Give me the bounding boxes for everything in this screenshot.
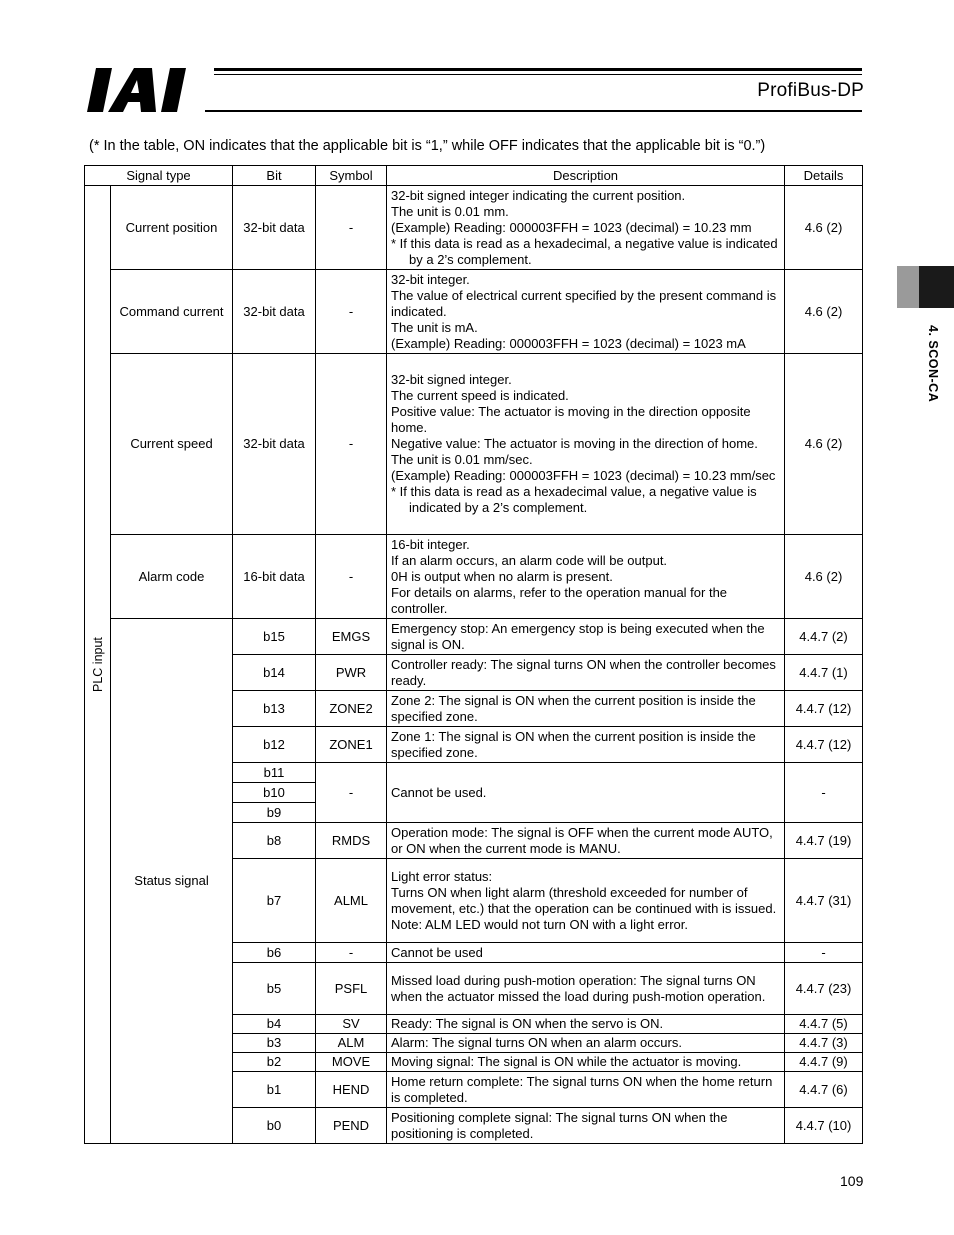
description: Operation mode: The signal is OFF when the current mode AUTO, or ON when the current mode is MANU. [387,823,785,859]
description-line: 32-bit integer. [391,271,470,287]
table-row [85,619,863,655]
details: 4.6 (2) [785,535,863,619]
symbol: ZONE2 [316,691,387,727]
description-footnote: * If this data is read as a hexadecimal value, a negative value is indicated by a 2’s complement. [391,484,757,515]
signal-type: Alarm code [111,535,233,619]
description-footnote: * If this data is read as a hexadecimal, a negative value is indicated by a 2’s complement. [391,235,778,267]
description-line: The value of electrical current specified by the present command is indicated. [391,287,777,319]
description-line: Negative value: The actuator is moving in the direction of home. [391,436,758,451]
bit: b2 [233,1053,316,1072]
header-rule-bottom [205,110,862,112]
status-signal-label: Status signal [111,619,233,1144]
description-line: 0H is output when no alarm is present. [391,568,613,584]
details: - [785,943,863,963]
details: 4.4.7 (23) [785,963,863,1015]
description: Emergency stop: An emergency stop is being executed when the signal is ON. [387,619,785,655]
iai-logo [86,66,206,114]
description: Zone 1: The signal is ON when the current position is inside the specified zone. [387,727,785,763]
bit: b4 [233,1015,316,1034]
symbol: - [316,354,387,535]
details: 4.4.7 (9) [785,1053,863,1072]
details: 4.6 (2) [785,186,863,270]
symbol: HEND [316,1072,387,1108]
details: 4.4.7 (12) [785,727,863,763]
description [387,535,785,619]
description: Positioning complete signal: The signal turns ON when the positioning is completed. [387,1108,785,1144]
details: 4.4.7 (1) [785,655,863,691]
header-signal-type: Signal type [85,166,233,186]
description-line: (Example) Reading: 000003FFH = 1023 (decimal) = 10.23 mm [391,219,752,235]
symbol: MOVE [316,1053,387,1072]
details: 4.4.7 (19) [785,823,863,859]
description: Zone 2: The signal is ON when the current position is inside the specified zone. [387,691,785,727]
description: Ready: The signal is ON when the servo is ON. [387,1015,785,1034]
details: 4.4.7 (6) [785,1072,863,1108]
table-row [85,186,863,270]
bit: b11 [233,763,316,783]
description-line: Note: ALM LED would not turn ON with a light error. [391,916,688,932]
description-line: (Example) Reading: 000003FFH = 1023 (decimal) = 10.23 mm/sec [391,468,776,483]
description-line: Light error status: [391,868,493,884]
symbol: - [316,270,387,354]
description-line: Turns ON when light alarm (threshold exceeded for number of movement, etc.) that the operation can be continued with is issued. [391,884,777,916]
header-symbol: Symbol [316,166,387,186]
description-line: (Example) Reading: 000003FFH = 1023 (decimal) = 1023 mA [391,335,746,351]
bit: b1 [233,1072,316,1108]
bit: b3 [233,1034,316,1053]
description [387,859,785,943]
bit: b0 [233,1108,316,1144]
description: Cannot be used. [387,763,785,823]
product-name: ProfiBus-DP [757,80,864,101]
description-line: Positive value: The actuator is moving in the direction opposite home. [391,404,751,435]
bit: b14 [233,655,316,691]
bit: b8 [233,823,316,859]
bit: b6 [233,943,316,963]
bit: b13 [233,691,316,727]
symbol: PSFL [316,963,387,1015]
table-row [85,354,863,535]
bit: 32-bit data [233,270,316,354]
details: - [785,763,863,823]
description-line: For details on alarms, refer to the operation manual for the controller. [391,584,728,616]
table-note: (* In the table, ON indicates that the applicable bit is “1,” while OFF indicates that the applicable bit is “0.”) [89,138,766,154]
description: Missed load during push-motion operation: The signal turns ON when the actuator missed the load during push-motion operation. [387,963,785,1015]
symbol: RMDS [316,823,387,859]
description: Controller ready: The signal turns ON when the controller becomes ready. [387,655,785,691]
bit: b9 [233,803,316,823]
symbol: ALM [316,1034,387,1053]
symbol: - [316,186,387,270]
chapter-label: 4. SCON-CA [926,325,940,403]
symbol: PEND [316,1108,387,1144]
description: Home return complete: The signal turns ON when the home return is completed. [387,1072,785,1108]
page-number: 109 [840,1173,864,1189]
details: 4.6 (2) [785,354,863,535]
symbol: - [316,535,387,619]
description-line: 16-bit integer. [391,536,470,552]
symbol: ALML [316,859,387,943]
description: Moving signal: The signal is ON while the actuator is moving. [387,1053,785,1072]
group-label: PLC input [85,186,111,1144]
bit: b5 [233,963,316,1015]
bit: 16-bit data [233,535,316,619]
bit: 32-bit data [233,186,316,270]
description-line: The unit is 0.01 mm/sec. [391,452,533,467]
symbol: PWR [316,655,387,691]
description: Alarm: The signal turns ON when an alarm occurs. [387,1034,785,1053]
bit: b12 [233,727,316,763]
description-line: The unit is 0.01 mm. [391,203,509,219]
bit: b7 [233,859,316,943]
header-details: Details [785,166,863,186]
details: 4.4.7 (10) [785,1108,863,1144]
table-row [85,270,863,354]
description [387,270,785,354]
details: 4.4.7 (5) [785,1015,863,1034]
signal-type: Command current [111,270,233,354]
details: 4.6 (2) [785,270,863,354]
signal-type: Current speed [111,354,233,535]
description [387,186,785,270]
signal-type: Current position [111,186,233,270]
symbol: - [316,763,387,823]
details: 4.4.7 (2) [785,619,863,655]
details: 4.4.7 (31) [785,859,863,943]
chapter-tab-gray [897,266,919,308]
description-line: The unit is mA. [391,319,478,335]
details: 4.4.7 (12) [785,691,863,727]
description: Cannot be used [387,943,785,963]
symbol: ZONE1 [316,727,387,763]
description-line: 32-bit signed integer indicating the current position. [391,187,686,203]
table-row [85,535,863,619]
symbol: EMGS [316,619,387,655]
description-line: If an alarm occurs, an alarm code will be output. [391,552,668,568]
header-rule-thin [214,74,862,75]
symbol: - [316,943,387,963]
description [387,354,785,535]
bit: 32-bit data [233,354,316,535]
signal-table [84,165,863,1144]
bit: b10 [233,783,316,803]
details: 4.4.7 (3) [785,1034,863,1053]
symbol: SV [316,1015,387,1034]
description-line: The current speed is indicated. [391,388,569,403]
bit: b15 [233,619,316,655]
header-rule-top [214,68,862,71]
description-line: 32-bit signed integer. [391,372,512,387]
header-bit: Bit [233,166,316,186]
header-description: Description [387,166,785,186]
table-header-row [85,166,863,186]
chapter-tab-black [919,266,954,308]
